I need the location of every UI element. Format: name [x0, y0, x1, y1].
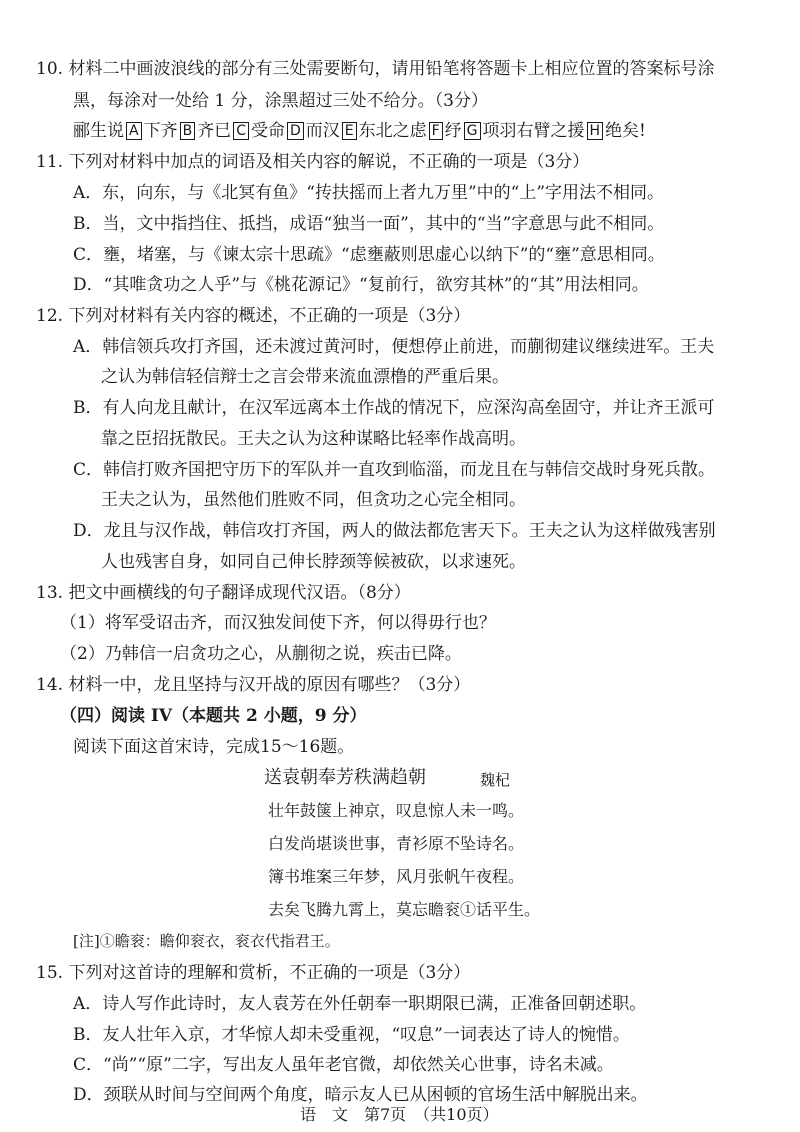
- q12-option-c-line1: C．韩信打败齐国把守历下的军队并一直攻到临淄，而龙且在与韩信交战时身死兵散。: [73, 460, 716, 480]
- q10-seg-8: 绝矣!: [605, 121, 646, 141]
- q10-passage: [73, 120, 646, 142]
- q12-option-c-line2: 王夫之认为，虽然他们胜败不同，但贪功之心完全相同。: [101, 490, 526, 510]
- q13-sentence-2: （2）乃韩信一启贪功之心，从蒯彻之说，疾击已降。: [60, 644, 462, 664]
- section-heading: （四）阅读 IV（本题共 2 小题，9 分）: [60, 706, 367, 726]
- q10-stem-line2: 黑，每涂对一处给 1 分，涂黑超过三处不给分。（3分）: [73, 91, 488, 111]
- q13-stem: 13. 把文中画横线的句子翻译成现代汉语。（8分）: [36, 583, 411, 603]
- poem-line-2: 白发尚堪谈世事，青衫原不坠诗名。: [268, 834, 525, 853]
- poem-line-3: 簿书堆案三年梦，风月张帆午夜程。: [268, 867, 525, 886]
- q15-option-b: B．友人壮年入京，才华惊人却未受重视，“叹息”一词表达了诗人的惋惜。: [73, 1025, 630, 1045]
- q15-stem: 15. 下列对这首诗的理解和赏析，不正确的一项是（3分）: [36, 963, 471, 983]
- q10-seg-4: 而汉: [305, 121, 340, 141]
- q11-stem: 11. 下列对材料中加点的词语及相关内容的解说，不正确的一项是（3分）: [36, 152, 590, 172]
- q12-option-a-line1: A．韩信领兵攻打齐国，还未渡过黄河时，便想停止前进，而蒯彻建议继续进军。王夫: [73, 337, 715, 357]
- q10-seg-1: 下齐: [143, 121, 178, 141]
- q10-box-a[interactable]: A: [126, 122, 142, 140]
- q10-stem-line1: 10. 材料二中画波浪线的部分有三处需要断句，请用铅笔将答题卡上相应位置的答案标号涂: [36, 59, 715, 79]
- q15-option-a: A．诗人写作此诗时，友人袁芳在外任朝奉一职期限已满，正准备回朝述职。: [73, 994, 647, 1014]
- q11-option-d: D．“其唯贪功之人乎”与《桃花源记》“复前行，欲穷其林”的“其”用法相同。: [73, 275, 649, 295]
- q10-seg-3: 受命: [250, 121, 285, 141]
- q10-seg-0: 郦生说: [73, 121, 124, 141]
- q13-sentence-1: （1）将军受诏击齐，而汉独发间使下齐，何以得毋行也？: [60, 613, 496, 633]
- q12-option-a-line2: 之认为韩信轻信辩士之言会带来流血漂橹的严重后果。: [101, 367, 509, 387]
- q15-option-c: C．“尚”“原”二字，写出友人虽年老官微，却依然关心世事，诗名未减。: [73, 1055, 614, 1075]
- q12-option-b-line1: B．有人向龙且献计，在汉军远离本土作战的情况下，应深沟高垒固守，并让齐王派可: [73, 398, 715, 418]
- q11-option-c: C．壅，堵塞，与《谏太宗十思疏》“虑壅蔽则思虚心以纳下”的“壅”意思相同。: [73, 245, 665, 265]
- q10-box-b[interactable]: B: [180, 122, 196, 140]
- q12-option-d-line2: 人也残害自身，如同自己伸长脖颈等候被砍，以求速死。: [101, 552, 526, 572]
- poem-line-1: 壮年鼓箧上神京，叹息惊人未一鸣。: [268, 801, 525, 820]
- page-footer: 语 文 第7页 （共10页）: [300, 1105, 499, 1124]
- q10-seg-5: 东北之虑: [358, 121, 427, 141]
- q15-option-d: D．颈联从时间与空间两个角度，暗示友人已从困顿的官场生活中解脱出来。: [73, 1085, 648, 1105]
- section-instruction: 阅读下面这首宋诗，完成15～16题。: [73, 737, 355, 757]
- q10-box-f[interactable]: F: [429, 122, 443, 140]
- q10-seg-7: 项羽右臂之援: [482, 121, 585, 141]
- q10-box-c[interactable]: C: [233, 122, 249, 140]
- q10-box-g[interactable]: G: [464, 122, 481, 140]
- poem-line-4: 去矣飞腾九霄上，莫忘瞻衮①话平生。: [268, 900, 541, 919]
- q11-option-a: A．东，向东，与《北冥有鱼》“抟扶摇而上者九万里”中的“上”字用法不相同。: [73, 183, 665, 203]
- q10-box-h[interactable]: H: [587, 122, 604, 140]
- q12-option-b-line2: 靠之臣招抚散民。王夫之认为这种谋略比轻率作战高明。: [101, 429, 526, 449]
- q11-option-b: B．当，文中指挡住、抵挡，成语“独当一面”，其中的“当”字意思与此不相同。: [73, 214, 665, 234]
- q12-option-d-line1: D．龙且与汉作战，韩信攻打齐国，两人的做法都危害天下。王夫之认为这样做残害别: [73, 521, 716, 541]
- q10-seg-6: 纾: [444, 121, 462, 141]
- q10-seg-2: 齐已: [197, 121, 232, 141]
- poem-title: 送袁朝奉芳秩满趋朝: [264, 767, 426, 788]
- q14-stem: 14. 材料一中，龙且坚持与汉开战的原因有哪些？（3分）: [36, 675, 471, 695]
- poem-note: [注]①瞻衮：瞻仰衮衣，衮衣代指君王。: [73, 932, 340, 950]
- poem-author: 魏杞: [480, 771, 511, 789]
- q10-box-e[interactable]: E: [342, 122, 357, 140]
- q12-stem: 12. 下列对材料有关内容的概述，不正确的一项是（3分）: [36, 306, 471, 326]
- q10-box-d[interactable]: D: [287, 122, 304, 140]
